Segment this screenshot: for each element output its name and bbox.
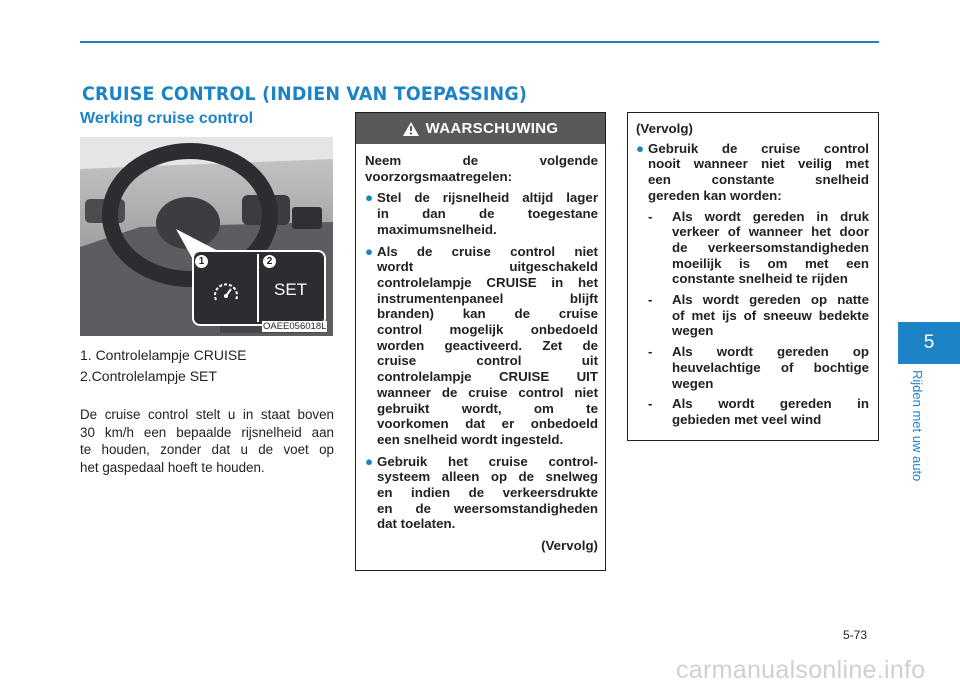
continuation-heading: (Vervolg) [636,121,693,136]
watermark: carmanualsonline.info [676,656,926,684]
bullet-line: voorkomen dat er onbedoeld [377,416,598,432]
dash-line: of met ijs of sneeuw bedekte [672,307,869,323]
caption-list [80,345,247,387]
warning-header [356,113,605,144]
dash-line: Als wordt gereden in [672,396,869,412]
dash-item [648,292,869,339]
body-line: het gaspedaal hoeft te houden. [80,459,265,475]
caption-2: 2.Controlelampje SET [80,368,217,384]
bullet-line: wordt uitgeschakeld [377,259,598,275]
bullet-line: gereden kan worden: [648,187,782,203]
body-line: 30 km/h een bepaalde rijsnelheid aan [80,424,334,440]
dash-mark: - [648,292,653,308]
body-line: te houden, zonder dat u de voet op [80,442,334,457]
bullet-line: wanneer de cruise control niet [377,384,598,400]
dash-item [648,396,869,427]
caption-1: 1. Controlelampje CRUISE [80,347,247,363]
chapter-tab [898,322,960,364]
bullet-line: gebruikt wordt, om te [377,400,598,416]
bullet-line: Gebruik de cruise control [648,140,869,156]
bullet-dot: ● [365,243,374,259]
dash-line: gebieden met veel wind [672,411,822,427]
warning-bullet [365,190,598,237]
dash-line: constante snelheid te rijden [672,271,848,287]
warning-continued: (Vervolg) [541,538,598,554]
callout-2-number: 2 [266,256,273,267]
dash-line: Als wordt gereden op natte [672,292,869,308]
bullet-line: in dan de toegestane [377,206,598,222]
bullet-line: Gebruik het cruise control- [377,453,598,469]
bullet-line: cruise control uit [377,353,598,369]
page-number: 5-73 [843,628,868,642]
dash-item [648,209,869,288]
bullet-line: een snelheid wordt ingesteld. [377,431,564,447]
callout-1-number: 1 [198,256,205,267]
bullet-line: control mogelijk onbedoeld [377,322,598,338]
bullet-line: en de weersomstandigheden [377,500,598,516]
continuation-bullet [636,141,869,204]
bullet-line: maximumsnelheid. [377,221,497,237]
bullet-line: controlelampje CRUISE UIT [377,369,598,385]
warning-bullet [365,454,598,533]
chapter-number: 5 [923,332,935,353]
callout-1-badge [195,255,208,268]
bullet-line: systeem alleen op de snelweg [377,469,598,485]
bullet-line: Als de cruise control niet [377,243,598,259]
dash-line: verkeer of wanneer het door [672,224,869,240]
dash-line: wegen [672,323,714,339]
warning-triangle-icon [403,122,419,136]
bullet-line: en indien de verkeersdrukte [377,485,598,501]
dash-line: de verkeersomstandigheden [672,239,869,255]
top-rule [80,41,879,43]
warning-intro-line: voorzorgsmaatregelen: [365,168,513,184]
dash-mark: - [648,396,653,412]
bullet-line: worden geactiveerd. Zet de [377,337,598,353]
set-indicator-label: SET [274,280,308,299]
callout-2-badge [263,255,276,268]
chapter-label: Rijden met uw auto [910,370,925,482]
warning-content [356,144,605,554]
bullet-line: nooit wanneer niet veilig met [648,156,869,172]
dash-line: wegen [672,375,714,391]
continuation-box [627,112,879,441]
bullet-dot: ● [365,190,374,206]
bullet-line: instrumentenpaneel blijft [377,290,598,306]
warning-title: WAARSCHUWING [425,120,559,137]
dash-line: moeilijk is om met een [672,255,869,271]
body-line: De cruise control stelt u in staat boven [80,407,334,422]
cruise-control-icon [212,280,240,304]
body-paragraph [80,406,334,476]
bullet-line: een constante snelheid [648,172,869,188]
section-title: CRUISE CONTROL (INDIEN VAN TOEPASSING) [82,83,528,105]
warning-bullet [365,244,598,448]
dash-item [648,344,869,391]
dash-mark: - [648,344,653,360]
bullet-line: controlelampje CRUISE in het [377,274,598,290]
warning-intro-line: Neem de volgende [365,153,598,168]
dash-line: heuvelachtige of bochtige [672,359,869,375]
bullet-line: Stel de rijsnelheid altijd lager [377,190,598,206]
dash-line: Als wordt gereden op [672,344,869,360]
callout-divider [257,254,259,322]
figure-code: OAEE056018L [263,321,327,332]
dash-mark: - [648,208,653,224]
bullet-line: branden) kan de cruise [377,306,598,322]
warning-box [355,112,606,571]
subheading: Werking cruise control [80,110,254,127]
bullet-dot: ● [636,140,645,156]
bullet-dot: ● [365,453,374,469]
dash-line: Als wordt gereden in druk [672,208,869,224]
bullet-line: dat toelaten. [377,516,456,532]
